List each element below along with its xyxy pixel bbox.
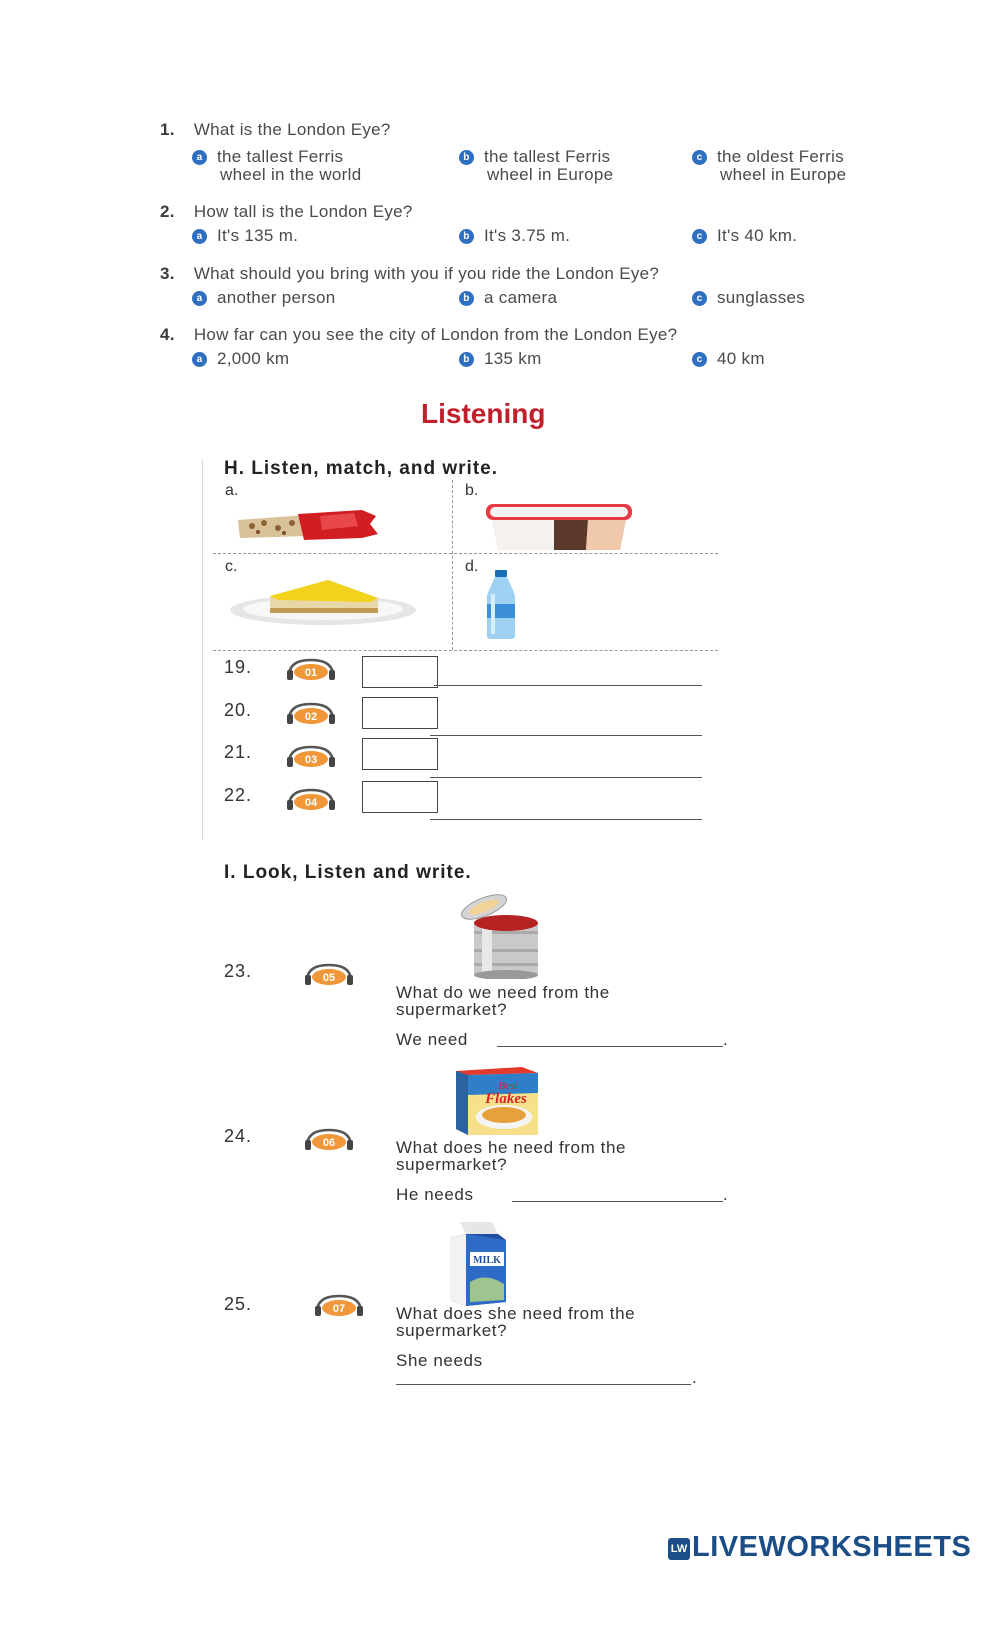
option-b-badge: b bbox=[459, 150, 474, 165]
item-24-answer-prefix: He needs bbox=[396, 1185, 474, 1204]
question-text: How tall is the London Eye? bbox=[193, 202, 413, 221]
item-25-answer-line[interactable] bbox=[396, 1384, 691, 1385]
option-text: the tallest Ferris bbox=[484, 147, 611, 166]
q2-option-c[interactable] bbox=[692, 227, 797, 245]
option-text: sunglasses bbox=[717, 288, 806, 307]
q4-option-c[interactable] bbox=[692, 350, 765, 368]
canned-food-picture bbox=[452, 893, 546, 979]
item-22-answer-line[interactable] bbox=[430, 819, 702, 820]
option-text: 2,000 km bbox=[217, 349, 290, 368]
option-text: the tallest Ferris bbox=[217, 147, 344, 166]
q2-option-b[interactable] bbox=[459, 227, 570, 245]
option-text: It's 135 m. bbox=[217, 226, 299, 245]
question-number: 1. bbox=[160, 120, 175, 139]
item-24-answer-line[interactable] bbox=[512, 1201, 723, 1202]
question-text: What should you bring with you if you ride the London Eye? bbox=[193, 264, 660, 283]
item-23-answer-line[interactable] bbox=[497, 1046, 723, 1047]
question-text: What is the London Eye? bbox=[193, 120, 391, 139]
option-text: It's 3.75 m. bbox=[484, 226, 571, 245]
audio-track-03-button[interactable] bbox=[286, 745, 336, 769]
milk-carton-picture bbox=[446, 1222, 512, 1306]
option-b-badge: b bbox=[459, 229, 474, 244]
audio-track-02-button[interactable] bbox=[286, 702, 336, 726]
q4-option-b[interactable] bbox=[459, 350, 542, 368]
headphone-icon bbox=[286, 702, 336, 726]
option-text: a camera bbox=[484, 288, 558, 307]
option-text: wheel in the world bbox=[220, 165, 362, 184]
question-line: What do we need from the bbox=[396, 983, 610, 1002]
question-number: 2. bbox=[160, 202, 175, 221]
track-number: 04 bbox=[304, 797, 318, 809]
item-22-letter-box[interactable] bbox=[362, 781, 438, 813]
section-left-border bbox=[202, 460, 203, 840]
item-20-letter-box[interactable] bbox=[362, 697, 438, 729]
cereal-box-picture bbox=[452, 1065, 540, 1137]
water-bottle-picture bbox=[481, 570, 521, 640]
option-a-badge: a bbox=[192, 150, 207, 165]
section-i-title: I. Look, Listen and write. bbox=[224, 862, 472, 883]
liveworksheets-logo-icon: LW bbox=[668, 1538, 690, 1560]
q3-option-b[interactable] bbox=[459, 289, 557, 307]
item-25-period: . bbox=[692, 1368, 698, 1387]
item-23-period: . bbox=[723, 1030, 729, 1049]
option-text: wheel in Europe bbox=[720, 165, 847, 184]
item-20-answer-line[interactable] bbox=[430, 735, 702, 736]
item-20-number: 20. bbox=[224, 700, 253, 720]
option-b-badge: b bbox=[459, 291, 474, 306]
item-23-question bbox=[396, 984, 610, 1018]
audio-track-07-button[interactable] bbox=[314, 1294, 364, 1318]
chocolate-bar-picture bbox=[234, 506, 380, 542]
headphone-icon bbox=[314, 1294, 364, 1318]
audio-track-06-button[interactable] bbox=[304, 1128, 354, 1152]
section-h-title: H. Listen, match, and write. bbox=[224, 458, 498, 479]
question-3 bbox=[160, 264, 659, 284]
headphone-icon bbox=[286, 658, 336, 682]
option-c-badge: c bbox=[692, 291, 707, 306]
milk-label: MILK bbox=[473, 1255, 501, 1266]
question-2 bbox=[160, 202, 413, 222]
option-a-badge: a bbox=[192, 291, 207, 306]
question-number: 3. bbox=[160, 264, 175, 283]
cell-a-label: a. bbox=[225, 482, 239, 499]
track-number: 03 bbox=[304, 754, 318, 766]
grid-vertical-divider bbox=[452, 480, 453, 650]
cell-c-label: c. bbox=[225, 558, 238, 575]
option-text: It's 40 km. bbox=[717, 226, 798, 245]
track-number: 02 bbox=[304, 711, 318, 723]
question-number: 4. bbox=[160, 325, 175, 344]
headphone-icon bbox=[286, 788, 336, 812]
q1-option-a[interactable] bbox=[192, 148, 361, 184]
question-1 bbox=[160, 120, 391, 140]
track-number: 05 bbox=[322, 972, 336, 984]
grid-horizontal-divider bbox=[213, 553, 718, 554]
option-text: wheel in Europe bbox=[487, 165, 614, 184]
track-number: 01 bbox=[304, 667, 318, 679]
q3-option-c[interactable] bbox=[692, 289, 805, 307]
q1-option-c[interactable] bbox=[692, 148, 846, 184]
question-line: supermarket? bbox=[396, 1000, 508, 1019]
headphone-icon bbox=[304, 963, 354, 987]
question-text: How far can you see the city of London from the London Eye? bbox=[193, 325, 678, 344]
audio-track-04-button[interactable] bbox=[286, 788, 336, 812]
cell-b-label: b. bbox=[465, 482, 479, 499]
q4-option-a[interactable] bbox=[192, 350, 289, 368]
option-text: 135 km bbox=[484, 349, 542, 368]
question-line: supermarket? bbox=[396, 1321, 508, 1340]
option-c-badge: c bbox=[692, 150, 707, 165]
option-c-badge: c bbox=[692, 352, 707, 367]
item-23-answer-prefix: We need bbox=[396, 1030, 468, 1049]
item-22-number: 22. bbox=[224, 785, 253, 805]
listening-heading: Listening bbox=[421, 398, 546, 429]
item-25-question bbox=[396, 1305, 635, 1339]
audio-track-01-button[interactable] bbox=[286, 658, 336, 682]
item-21-letter-box[interactable] bbox=[362, 738, 438, 770]
item-19-answer-line[interactable] bbox=[434, 685, 702, 686]
item-23-number: 23. bbox=[224, 961, 253, 981]
question-4 bbox=[160, 325, 677, 345]
item-21-answer-line[interactable] bbox=[430, 777, 702, 778]
q3-option-a[interactable] bbox=[192, 289, 336, 307]
cereal-brand-1: Best bbox=[498, 1080, 518, 1092]
item-25-number: 25. bbox=[224, 1294, 253, 1314]
option-c-badge: c bbox=[692, 229, 707, 244]
cereal-brand-2: Flakes bbox=[485, 1091, 527, 1107]
item-25-answer-prefix: She needs bbox=[396, 1351, 483, 1370]
cheesecake-picture bbox=[228, 578, 418, 626]
q1-option-b[interactable] bbox=[459, 148, 613, 184]
q2-option-a[interactable] bbox=[192, 227, 298, 245]
option-text: the oldest Ferris bbox=[717, 147, 844, 166]
item-24-question bbox=[396, 1139, 626, 1173]
question-line: What does he need from the bbox=[396, 1138, 627, 1157]
grid-bottom-divider bbox=[213, 650, 718, 651]
audio-track-05-button[interactable] bbox=[304, 963, 354, 987]
item-19-number: 19. bbox=[224, 657, 253, 677]
item-24-period: . bbox=[723, 1185, 729, 1204]
liveworksheets-brand[interactable]: LIVEWORKSHEETS bbox=[692, 1531, 972, 1563]
item-19-letter-box[interactable] bbox=[362, 656, 438, 688]
option-text: 40 km bbox=[717, 349, 765, 368]
track-number: 07 bbox=[332, 1303, 346, 1315]
option-a-badge: a bbox=[192, 352, 207, 367]
item-24-number: 24. bbox=[224, 1126, 253, 1146]
option-b-badge: b bbox=[459, 352, 474, 367]
track-number: 06 bbox=[322, 1137, 336, 1149]
question-line: supermarket? bbox=[396, 1155, 508, 1174]
cell-d-label: d. bbox=[465, 558, 479, 575]
headphone-icon bbox=[304, 1128, 354, 1152]
option-a-badge: a bbox=[192, 229, 207, 244]
item-21-number: 21. bbox=[224, 742, 253, 762]
headphone-icon bbox=[286, 745, 336, 769]
ice-cream-tub-picture bbox=[484, 500, 634, 554]
option-text: another person bbox=[217, 288, 336, 307]
question-line: What does she need from the bbox=[396, 1304, 636, 1323]
